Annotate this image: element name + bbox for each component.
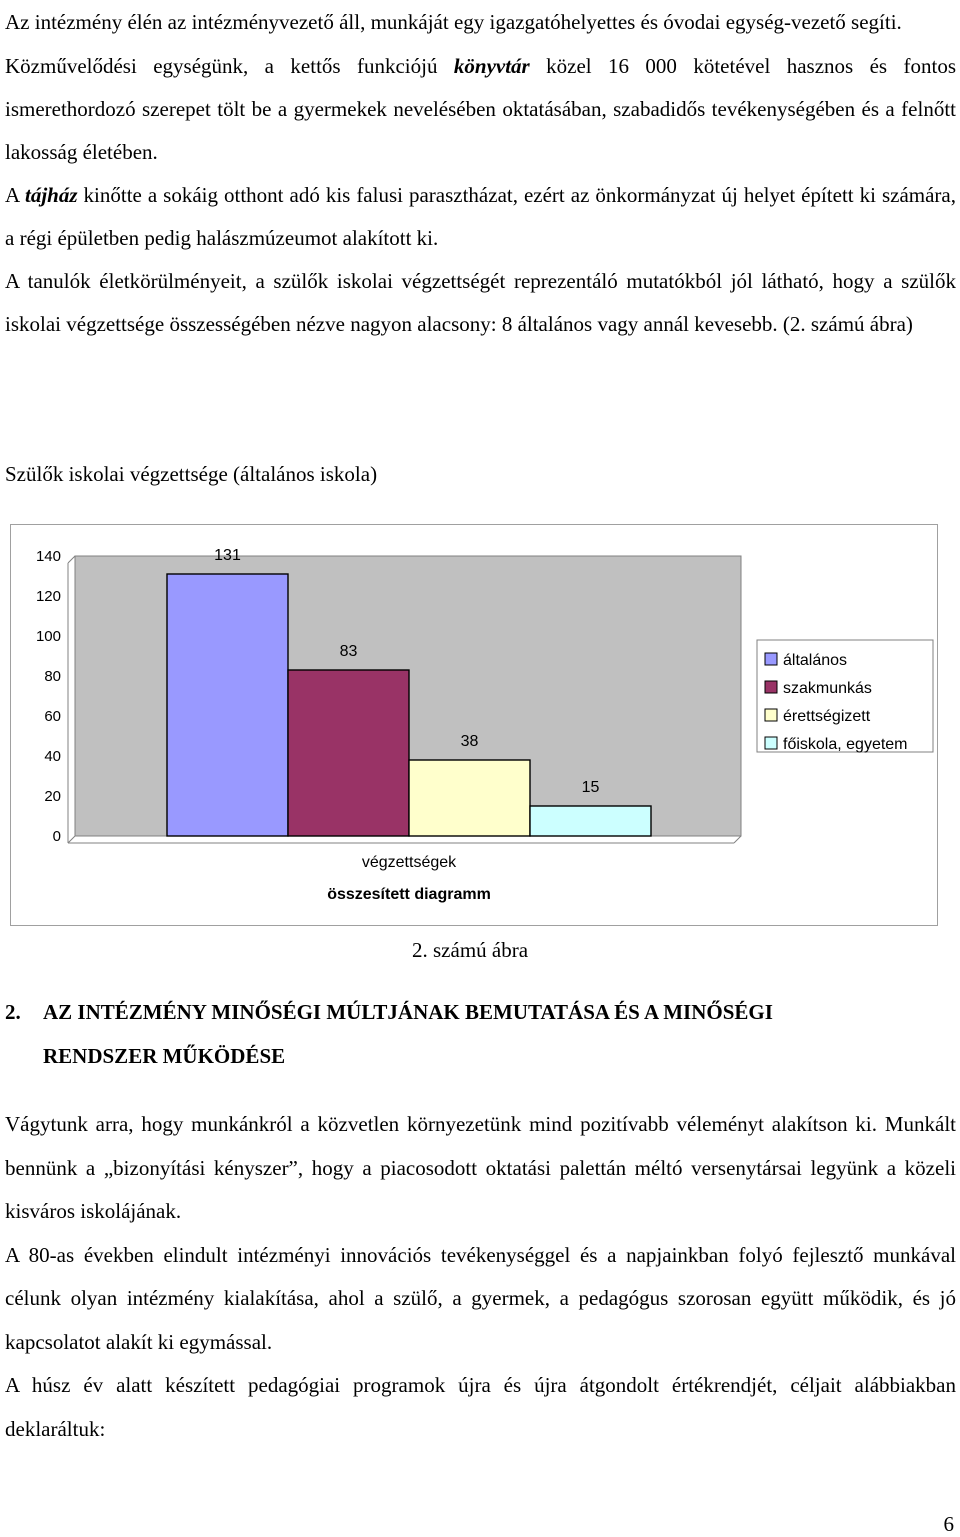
intro-paragraph-2-end: közel 16 000 kötetével hasznos és fontos ismerethordozó szerepet tölt be a gyermekek nevelésében oktatásában, szabadidős tevékenységében és a felnőtt lakosság életében. <box>5 54 957 164</box>
bar-4 <box>530 806 651 836</box>
intro-paragraph-4: A tanulók életkörülményeit, a szülők iskolai végzettségét reprezentáló mutatókból jól látható, hogy a szülők iskolai végzettsége összességében nézve nagyon alacsony: 8 általános vagy annál kevesebb. (2. számú ábra) <box>5 269 956 336</box>
y-tick-label: 100 <box>35 628 61 645</box>
legend-label: főiskola, egyetem <box>783 736 908 753</box>
y-tick-label: 0 <box>52 828 61 845</box>
bar-1 <box>167 574 288 836</box>
plot-floor-edge-left <box>68 836 75 843</box>
legend-label: szakmunkás <box>783 680 872 697</box>
data-label: 15 <box>581 779 600 796</box>
plot-wall-edge-top <box>68 556 75 563</box>
bar-2 <box>288 670 409 836</box>
y-tick-label: 80 <box>44 668 61 685</box>
legend-label: érettségizett <box>783 708 871 725</box>
y-tick-label: 20 <box>44 788 61 805</box>
x-axis-label: végzettségek <box>361 854 457 871</box>
section-title-line-1: AZ INTÉZMÉNY MINŐSÉGI MÚLTJÁNAK BEMUTATÁSA ÉS A MINŐSÉGI <box>43 1000 773 1024</box>
chart-frame <box>10 524 938 926</box>
data-label: 38 <box>460 733 479 750</box>
body-paragraph-3: A húsz év alatt készített pedagógiai programok újra és újra átgondolt értékrendjét, céljait alábbiakban deklaráltuk: <box>5 1373 956 1441</box>
figure-title: Szülők iskolai végzettsége (általános iskola) <box>5 462 378 486</box>
intro-paragraph-2 <box>5 45 956 174</box>
legend-swatch <box>765 737 777 749</box>
body-paragraph-1: Vágytunk arra, hogy munkánkról a közvetlen környezetünk mind pozitívabb véleményt alakítson ki. Munkált bennünk a „bizonyítási kényszer”, hogy a piacosodott oktatási palettán méltó versenytársai legyünk a közeli kisváros iskolájának. <box>5 1112 956 1223</box>
section-heading <box>5 990 956 1078</box>
legend-swatch <box>765 681 777 693</box>
intro-paragraph-3 <box>5 174 956 260</box>
intro-paragraph-3-end: kinőtte a sokáig otthont adó kis falusi parasztházat, ezért az önkormányzat új helyet épített ki számára, a régi épületben pedig halászmúzeumot alakított ki. <box>5 183 956 250</box>
data-label: 83 <box>339 643 358 660</box>
plot-floor-edge-right <box>734 836 741 843</box>
y-tick-label: 40 <box>44 748 61 765</box>
intro-text <box>5 0 956 346</box>
bar-chart <box>11 525 939 927</box>
figure-caption: 2. számú ábra <box>412 938 529 962</box>
y-tick-label: 60 <box>44 708 61 725</box>
chart-title: összesített diagramm <box>327 886 491 903</box>
y-tick-label: 140 <box>35 548 61 565</box>
section-title-line-2: RENDSZER MŰKÖDÉSE <box>43 1044 286 1068</box>
legend-swatch <box>765 709 777 721</box>
legend-swatch <box>765 653 777 665</box>
body-paragraph-2: A 80-as években elindult intézményi innovációs tevékenységgel és a napjainkban folyó fejlesztő munkával célunk olyan intézmény kialakítása, ahol a szülő, a gyermek, a pedagógus szorosan együtt működik, és jó kapcsolatot alakít ki egymással. <box>5 1242 956 1354</box>
bar-3 <box>409 760 530 836</box>
page-number: 6 <box>943 1512 954 1536</box>
section-number: 2. <box>5 1000 21 1024</box>
folk-house-term: tájház <box>25 183 78 207</box>
library-term: könyvtár <box>453 54 530 78</box>
y-tick-label: 120 <box>35 588 61 605</box>
intro-paragraph-2-start: Közművelődési egységünk, a kettős funkciójú <box>5 54 454 78</box>
body-text <box>5 1103 956 1451</box>
legend-label: általános <box>783 652 848 669</box>
intro-paragraph-3-start: A <box>5 183 26 207</box>
intro-paragraph-1: Az intézmény élén az intézményvezető áll, munkáját egy igazgatóhelyettes és óvodai egység-vezető segíti. <box>5 10 902 34</box>
data-label: 131 <box>214 547 241 564</box>
